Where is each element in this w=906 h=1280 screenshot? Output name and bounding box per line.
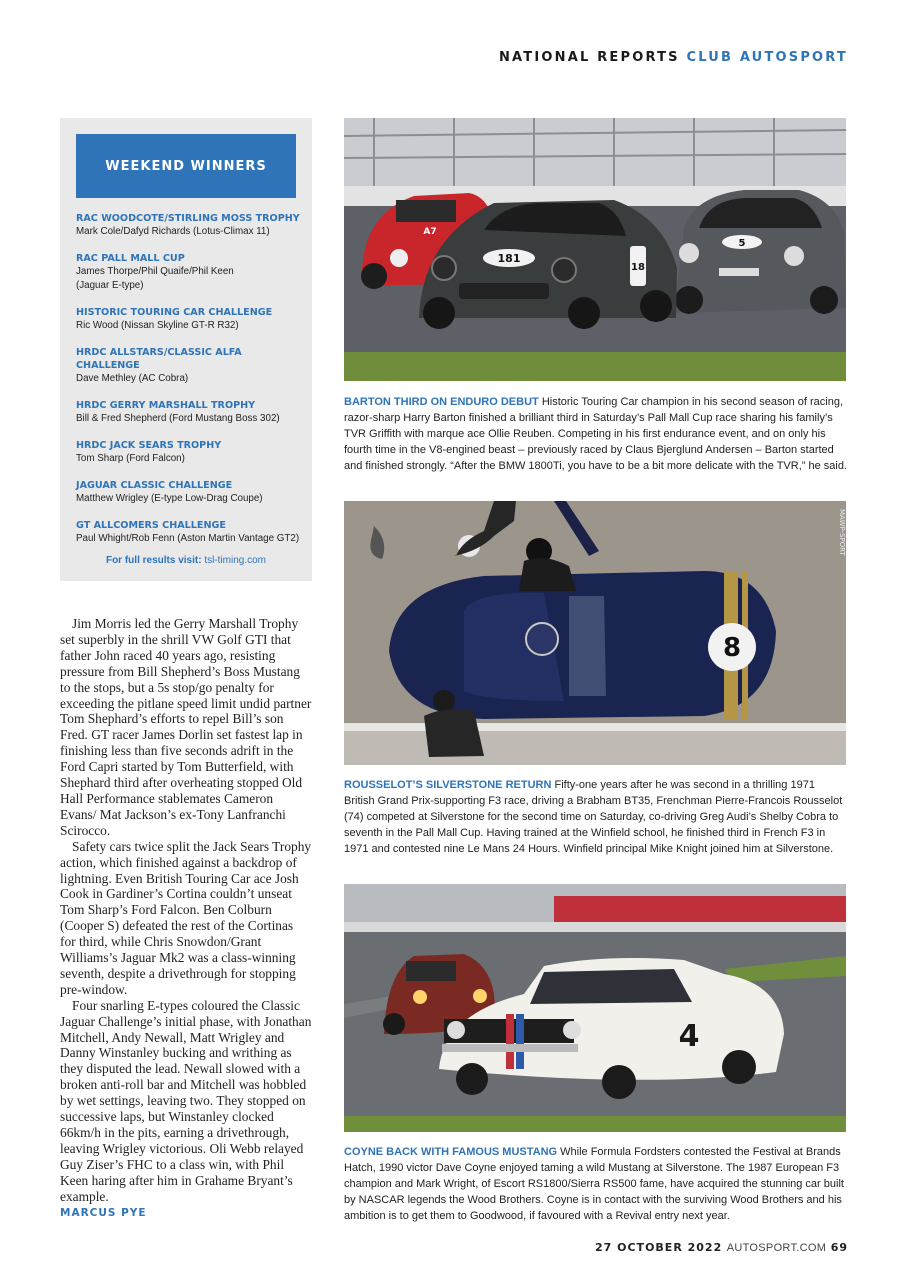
results-url-link[interactable]: tsl-timing.com	[204, 555, 267, 566]
winner-item	[76, 346, 302, 386]
page-footer	[595, 1241, 848, 1254]
photo-caption	[344, 1144, 848, 1224]
winner-item	[76, 212, 302, 239]
race-winner: Dave Methley (AC Cobra)	[76, 373, 189, 384]
caption-headline: ROUSSELOT’S SILVERSTONE RETURN	[344, 779, 552, 791]
article-paragraph: Safety cars twice split the Jack Sears Trophy action, which finished against a backdrop of lightning. Even British Touring Car ace Josh Cook in Gardiner’s Cortina couldn’t unseat Tom Sharp’s Ford Falcon. Ben Colburn (Cooper S) defeated the rest of the Cortinas for third, while Chris Snowdon/Grant Williams’s Jaguar Mk2 was a class-winning seventh, despite a drivethrough for stopping pre-window.	[60, 838, 312, 997]
race-winner: Ric Wood (Nissan Skyline GT-R R32)	[76, 320, 239, 331]
author-byline: MARCUS PYE	[60, 1206, 147, 1219]
caption-headline: BARTON THIRD ON ENDURO DEBUT	[344, 396, 539, 408]
site-url: AUTOSPORT.COM	[726, 1242, 827, 1254]
race-name: HISTORIC TOURING CAR CHALLENGE	[76, 307, 273, 318]
race-name: JAGUAR CLASSIC CHALLENGE	[76, 480, 233, 491]
race-report-article	[60, 616, 312, 1221]
brand-name: CLUB AUTOSPORT	[686, 50, 848, 65]
photo-shelby-cobra	[344, 501, 846, 765]
caption-text: Historic Touring Car champion in his second season of racing, razor-sharp Harry Barton finished a brilliant third in Saturday’s Pall Mall Cup race sharing his family’s TVR Griffith with marque ace Ollie Reuben. Competing in his first endurance event, and on only his fourth time in the V8-engined beast – previously raced by Claus Bjerglund Andersen – Barton started and finished strongly. “After the BMW 1800Ti, you have to be a bit more delicate with the TVR,” he said.	[344, 396, 847, 472]
race-name: HRDC ALLSTARS/CLASSIC ALFA CHALLENGE	[76, 347, 242, 371]
winner-item	[76, 399, 302, 426]
car-number-label: 18	[631, 262, 645, 273]
race-winner: James Thorpe/Phil Quaife/Phil Keen (Jaguar E-type)	[76, 266, 234, 291]
race-winner: Mark Cole/Dafyd Richards (Lotus-Climax 11)	[76, 226, 270, 237]
race-winner: Tom Sharp (Ford Falcon)	[76, 453, 185, 464]
winner-item	[76, 306, 302, 333]
race-name: HRDC GERRY MARSHALL TROPHY	[76, 400, 256, 411]
car-number-label: A7	[423, 227, 437, 237]
winner-item	[76, 439, 302, 466]
car-number-label: 4	[678, 1019, 700, 1054]
race-winner: Matthew Wrigley (E-type Low-Drag Coupe)	[76, 493, 263, 504]
winner-item	[76, 252, 302, 293]
race-name: HRDC JACK SEARS TROPHY	[76, 440, 222, 451]
caption-text: Fifty-one years after he was second in a thrilling 1971 British Grand Prix-supporting F3 race, driving a Brabham BT35, Frenchman Pierre-Francois Rousselot (74) competed at Silverstone for the second time on Saturday, co-driving Greg Audi’s Shelby Cobra to seventh in the Pall Mall Cup. Having trained at the Winfield school, he finished third in French F3 in 1971 and contested nine Le Mans 24 Hours. Winfield principal Mike Knight joined him at Silverstone.	[344, 779, 843, 855]
full-results-label: For full results visit:	[105, 555, 202, 566]
race-winner: Paul Whight/Rob Fenn (Aston Martin Vantage GT2)	[76, 533, 300, 544]
caption-text: While Formula Fordsters contested the Festival at Brands Hatch, 1990 victor Dave Coyne enjoyed taming a wild Mustang at Silverstone. The 1987 European F3 champion and Mark Wright, of Escort RS1800/Sierra RS500 fame, have acquired the stunning car built by NASCAR legends the Wood Brothers. Coyne is in contact with the surviving Wood Brothers and his ambition is to get them to Goodwood, if favoured with a Revival entry next year.	[344, 1146, 844, 1222]
race-winner: Bill & Fred Shepherd (Ford Mustang Boss 302)	[76, 413, 280, 424]
winner-item	[76, 519, 302, 546]
race-name: RAC PALL MALL CUP	[76, 253, 185, 264]
car-number-label: 181	[497, 252, 521, 265]
section-header	[499, 50, 848, 65]
full-results-note	[60, 555, 312, 566]
photo-caption	[344, 777, 848, 857]
photo-caption	[344, 394, 848, 474]
car-number-label: 8	[722, 633, 742, 663]
photo-ford-mustang	[344, 884, 846, 1132]
photo-credit: MAWP-SPORT	[838, 509, 846, 556]
winners-list	[76, 212, 302, 559]
winner-item	[76, 479, 302, 506]
photo-tvr-griffith	[344, 118, 846, 381]
race-name: GT ALLCOMERS CHALLENGE	[76, 520, 226, 531]
page-number: 69	[830, 1241, 848, 1254]
section-name: NATIONAL REPORTS	[498, 50, 680, 65]
article-paragraph: Four snarling E-types coloured the Classic Jaguar Challenge’s initial phase, with Jonathan Mitchell, Andy Newall, Matt Wrigley and Danny Winstanley bucking and writhing as they disputed the lead. Newall slowed with a broken anti-roll bar and Mitchell was hobbled by wet settings, leaving two. They stopped on successive laps, but Winstanley clocked 66km/h in the pits, earning a drivethrough, leaving Wrigley victorious. Oli Webb relayed Guy Ziser’s FHC to a class win, with Phil Keen haring after him in Grahame Bryant’s example.	[60, 997, 312, 1204]
weekend-winners-box	[60, 118, 312, 581]
caption-headline: COYNE BACK WITH FAMOUS MUSTANG	[344, 1146, 558, 1158]
weekend-winners-title: WEEKEND WINNERS	[76, 134, 296, 198]
article-paragraph: Jim Morris led the Gerry Marshall Trophy set superbly in the shrill VW Golf GTI that father John raced 40 years ago, resisting pressure from Bill Shepherd’s Boss Mustang to the stops, but a 5s stop/go penalty for exceeding the pitlane speed limit undid partner Tom Shephard’s efforts to repel Bill’s son Fred. GT racer James Dorlin set fastest lap in finishing less than five seconds adrift in the Ford Capri started by Tom Butterfield, with Shephard third after overheating stopped Old Hall Performance stablemates Cameron Evans/ Mat Jackson’s ex-Tony Lanfranchi Scirocco.	[60, 616, 312, 838]
issue-date: 27 OCTOBER 2022	[595, 1241, 723, 1254]
car-number-label: 5	[738, 238, 746, 249]
race-name: RAC WOODCOTE/STIRLING MOSS TROPHY	[76, 213, 300, 224]
